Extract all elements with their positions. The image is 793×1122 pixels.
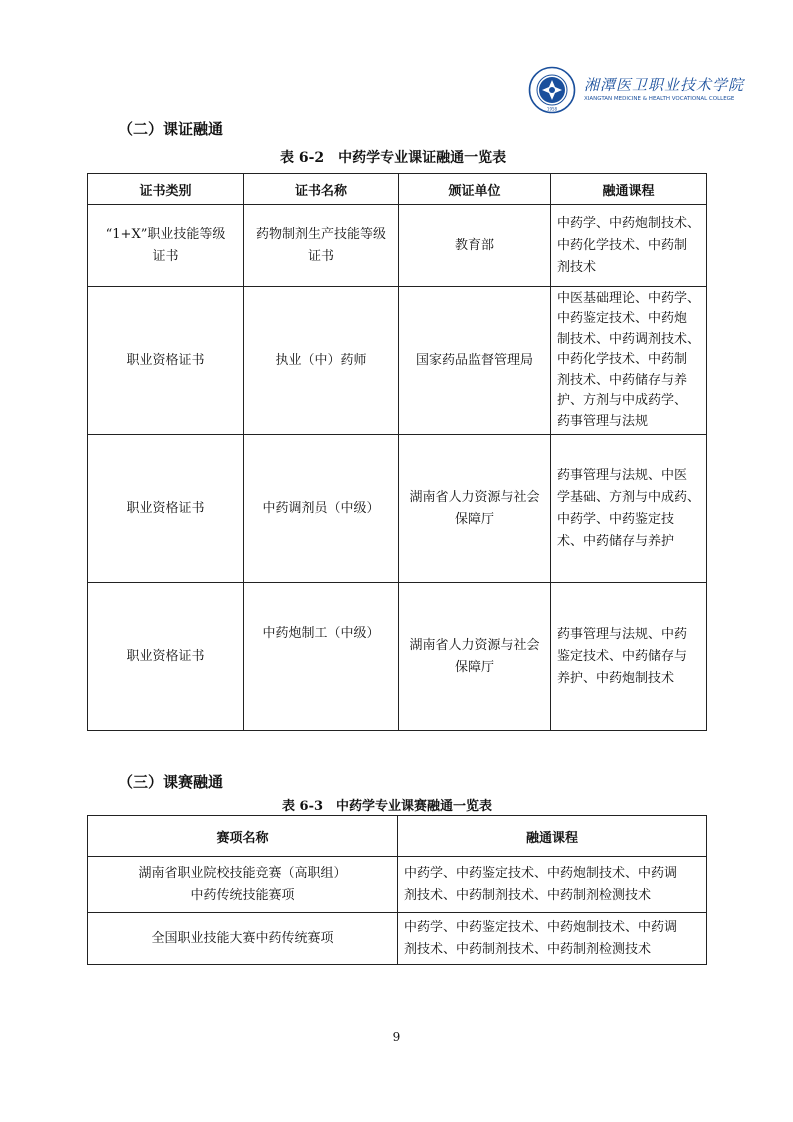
header-cell: 赛项名称	[88, 816, 398, 857]
event-name-cell: 湖南省职业院校技能竞赛（高职组） 中药传统技能赛项	[88, 857, 398, 913]
college-seal-icon	[528, 66, 576, 114]
cert-issuer-cell: 国家药品监督管理局	[399, 287, 551, 435]
cert-courses-cell: 中医基础理论、中药学、 中药鉴定技术、中药炮 制技术、中药调剂技术、 中药化学技术、中药制 剂技术、中药储存与养 护、方剂与中成药学、 药事管理与法规	[551, 287, 707, 435]
section-heading-3: （三）课赛融通	[118, 773, 224, 791]
cert-category-cell: 职业资格证书	[88, 287, 244, 435]
event-courses-cell: 中药学、中药鉴定技术、中药炮制技术、中药调 剂技术、中药制剂技术、中药制剂检测技术	[398, 857, 707, 913]
header-cell: 证书名称	[244, 174, 399, 205]
cert-courses-cell: 中药学、中药炮制技术、 中药化学技术、中药制 剂技术	[551, 205, 707, 287]
event-name-cell: 全国职业技能大赛中药传统赛项	[88, 913, 398, 965]
seal-year: 1958	[546, 106, 558, 112]
table-row	[88, 205, 707, 287]
cert-issuer-cell: 湖南省人力资源与社会 保障厅	[399, 583, 551, 731]
header-cell: 融通课程	[551, 174, 707, 205]
cert-integration-table	[87, 173, 707, 731]
table-row	[88, 913, 707, 965]
page-number: 9	[392, 1030, 401, 1044]
cert-name-cell: 执业（中）药师	[244, 287, 399, 435]
cert-courses-cell: 药事管理与法规、中医 学基础、方剂与中成药、 中药学、中药鉴定技 术、中药储存与养护	[551, 435, 707, 583]
section-heading-2: （二）课证融通	[118, 120, 224, 138]
header-cell: 颁证单位	[399, 174, 551, 205]
cert-category-cell: “1+X”职业技能等级 证书	[88, 205, 244, 287]
cert-name-cell: 中药调剂员（中级）	[244, 435, 399, 583]
cert-category-cell: 职业资格证书	[88, 583, 244, 731]
competition-integration-table	[87, 815, 707, 965]
table-caption-6-2: 表 6-2 中药学专业课证融通一览表	[280, 150, 507, 166]
cert-category-cell: 职业资格证书	[88, 435, 244, 583]
table-row	[88, 857, 707, 913]
header-cell: 证书类别	[88, 174, 244, 205]
table-row	[88, 435, 707, 583]
table-caption-6-3: 表 6-3 中药学专业课赛融通一览表	[282, 799, 493, 814]
college-name-en: XIANGTAN MEDICINE & HEALTH VOCATIONAL COLLEGE	[584, 96, 735, 102]
cert-courses-cell: 药事管理与法规、中药 鉴定技术、中药储存与 养护、中药炮制技术	[551, 583, 707, 731]
cert-issuer-cell: 湖南省人力资源与社会 保障厅	[399, 435, 551, 583]
cert-name-cell: 药物制剂生产技能等级 证书	[244, 205, 399, 287]
event-courses-cell: 中药学、中药鉴定技术、中药炮制技术、中药调 剂技术、中药制剂技术、中药制剂检测技术	[398, 913, 707, 965]
college-name-cn: 湘潭医卫职业技术学院	[584, 76, 745, 94]
table-header-row	[88, 174, 707, 205]
college-logo	[528, 66, 745, 116]
header-cell: 融通课程	[398, 816, 707, 857]
table-header-row	[88, 816, 707, 857]
cert-name-cell: 中药炮制工（中级）	[244, 583, 399, 731]
table-row	[88, 287, 707, 435]
table-row	[88, 583, 707, 731]
cert-issuer-cell: 教育部	[399, 205, 551, 287]
